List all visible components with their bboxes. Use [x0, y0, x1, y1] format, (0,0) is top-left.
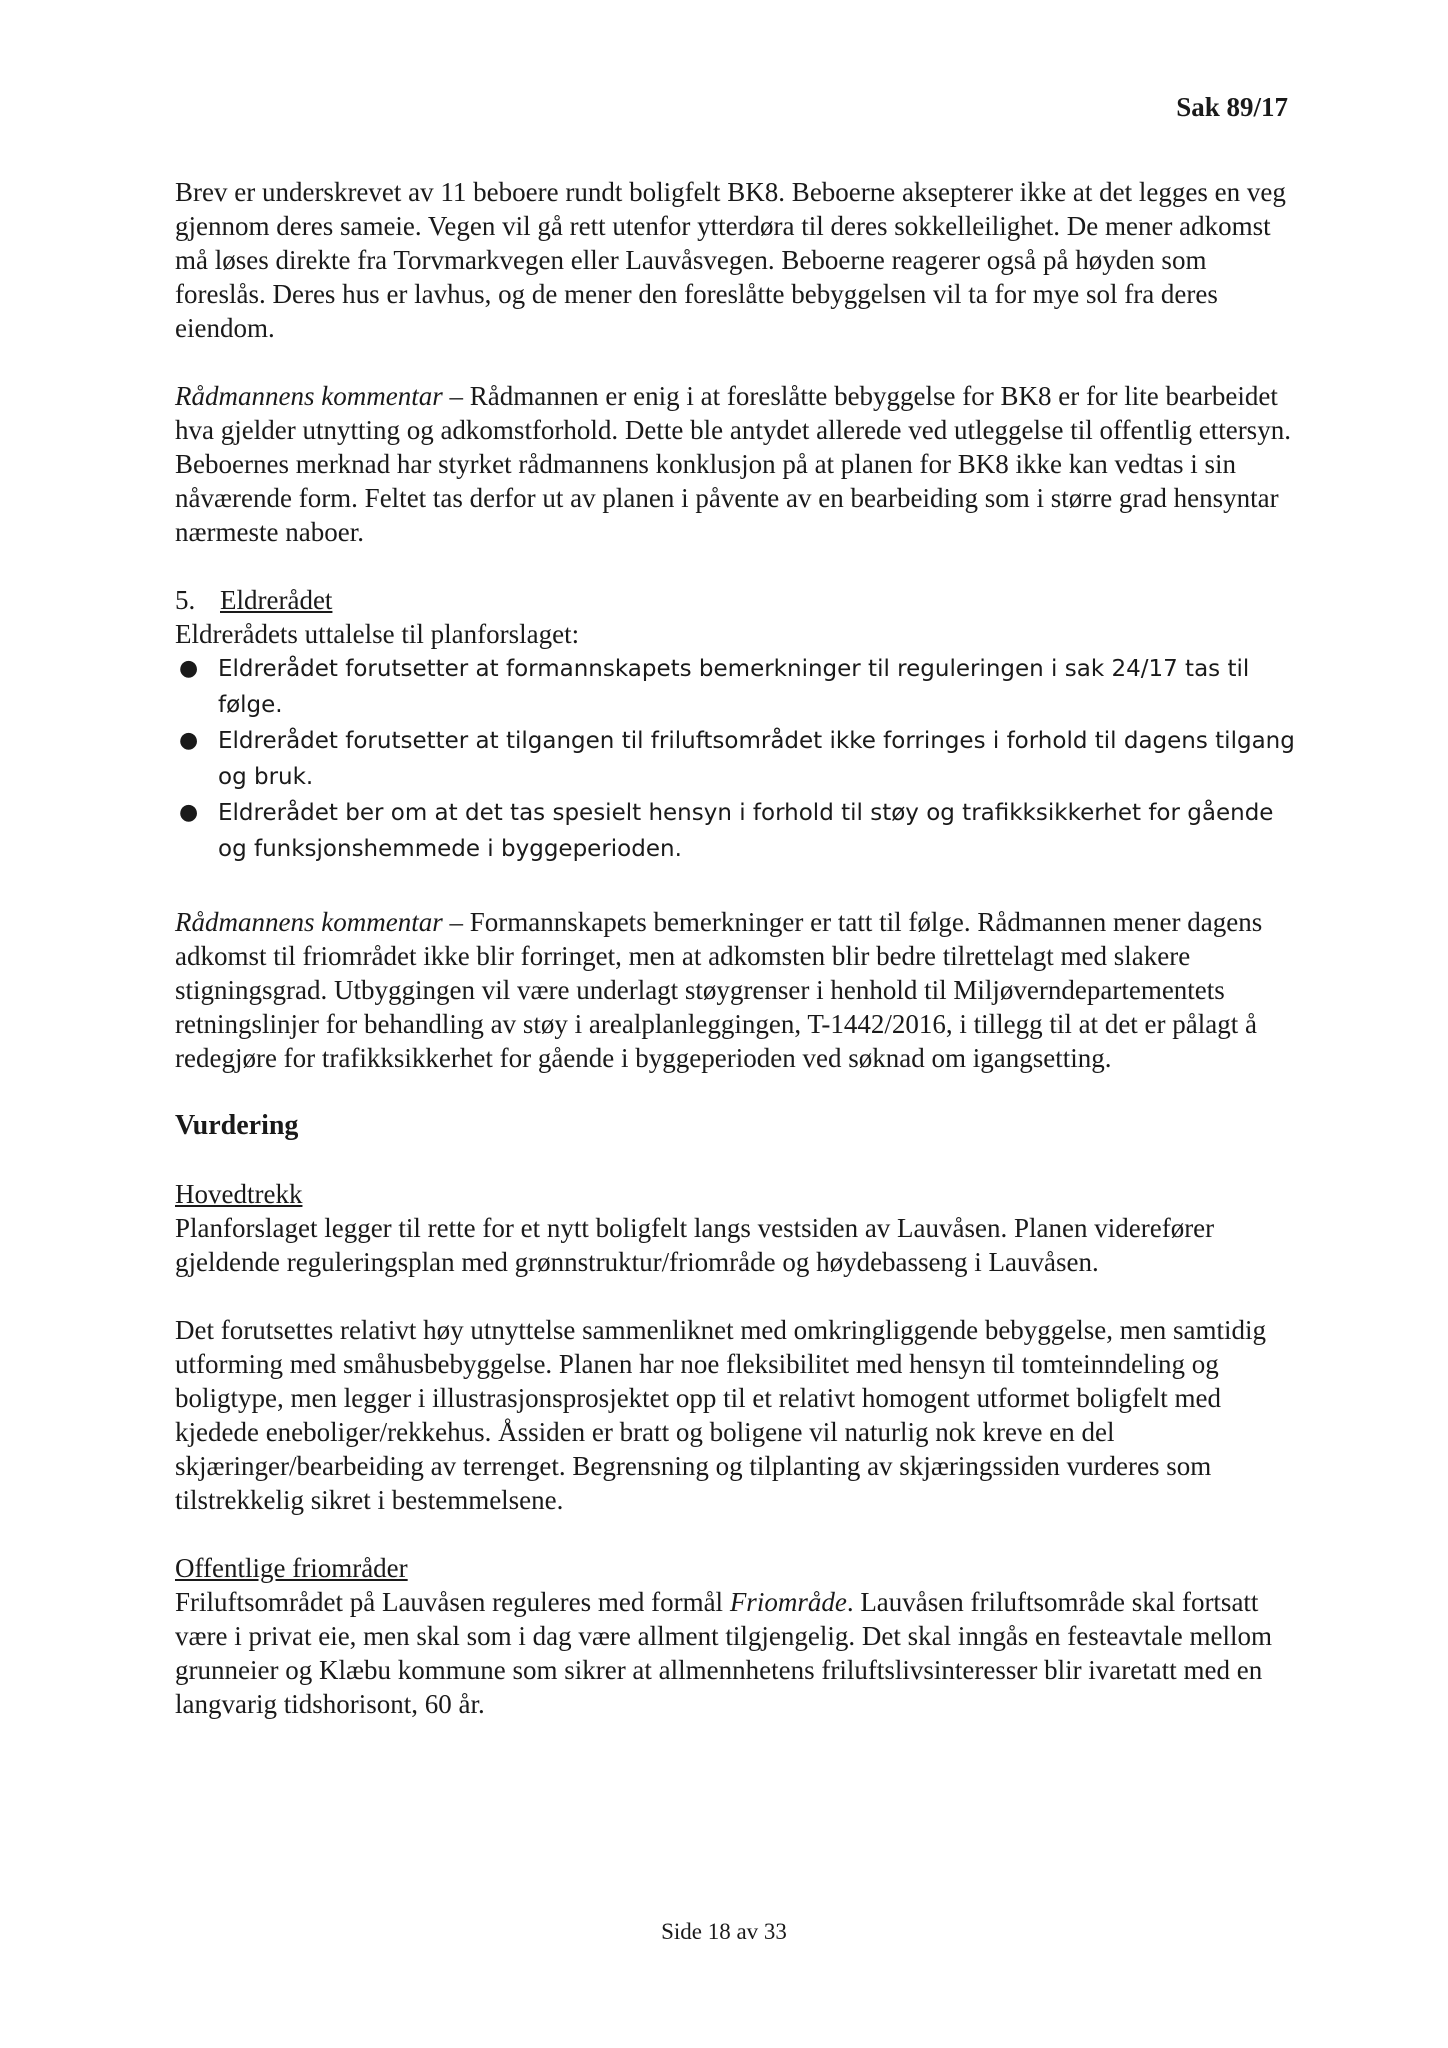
- comment-text: – Rådmannen er enig i at foreslåtte bebyggelse for BK8 er for lite bearbeidet hva gjelder utnytting og adkomstforhold. Dette ble antydet allerede ved utleggelse til offentlig ettersyn. Beboernes merknad har styrket rådmannens konklusjon på at planen for BK8 ikke kan vedtas i sin nåværende form. Feltet tas derfor ut av planen i påvente av en bearbeiding som i større grad hensyntar nærmeste naboer.: [175, 381, 1291, 547]
- section-5-intro: Eldrerådets uttalelse til planforslaget:: [175, 619, 580, 649]
- elder-council-bullets: [175, 651, 1295, 867]
- section-5-heading: [175, 583, 1295, 617]
- subheading-hovedtrekk: Hovedtrekk: [175, 1179, 303, 1209]
- bullet-icon: ●: [179, 656, 199, 681]
- section-title: Eldrerådet: [220, 585, 333, 615]
- friomrader-paragraph: Friluftsområdet på Lauvåsen reguleres med formål Friområde. Lauvåsen friluftsområde skal fortsatt være i privat eie, men skal som i dag være allment tilgjengelig. Det skal inngås en festeavtale mellom grunneier og Klæbu kommune som sikrer at allmennhetens friluftslivsinteresser blir ivaretatt med en langvarig tidshorisont, 60 år.: [175, 1587, 1272, 1719]
- council-comment-bk8: [175, 379, 1295, 549]
- residents-letter-paragraph: Brev er underskrevet av 11 beboere rundt boligfelt BK8. Beboerne aksepterer ikke at det legges en veg gjennom deres sameie. Vegen vil gå rett utenfor ytterdøra til deres sokkelleilighet. De mener adkomst må løses direkte fra Torvmarkvegen eller Lauvåsvegen. Beboerne reagerer også på høyden som foreslås. Deres hus er lavhus, og de mener den foreslåtte bebyggelsen vil ta for mye sol fra deres eiendom.: [175, 177, 1286, 343]
- page-number: Side 18 av 33: [661, 1919, 787, 1944]
- subheading-friomrader: Offentlige friområder: [175, 1553, 408, 1583]
- utnyttelse-paragraph: Det forutsettes relativt høy utnyttelse sammenliknet med omkringliggende bebyggelse, men samtidig utforming med småhusbebyggelse. Planen har noe fleksibilitet med hensyn til tomteinndeling og boligtype, men legger i illustrasjonsprosjektet opp til et relativt homogent utformet boligfelt med kjedede eneboliger/rekkehus. Åssiden er bratt og boligene vil naturlig nok kreve en del skjæringer/bearbeiding av terrenget. Begrensning og tilplanting av skjæringssiden vurderes som tilstrekkelig sikret i bestemmelsene.: [175, 1315, 1267, 1515]
- case-number: Sak 89/17: [1176, 92, 1288, 122]
- list-item: ● Eldrerådet forutsetter at tilgangen til friluftsområdet ikke forringes i forhold til dagens tilgang og bruk.: [175, 723, 1295, 795]
- hovedtrekk-paragraph: Planforslaget legger til rette for et nytt boligfelt langs vestsiden av Lauvåsen. Planen viderefører gjeldende reguleringsplan med grønnstruktur/friområde og høydebasseng i Lauvåsen.: [175, 1213, 1215, 1277]
- list-item: ● Eldrerådet ber om at det tas spesielt hensyn i forhold til støy og trafikksikkerhet for gående og funksjonshemmede i byggeperioden.: [175, 795, 1295, 867]
- council-comment-elder: [175, 905, 1295, 1075]
- list-item: ● Eldrerådet forutsetter at formannskapets bemerkninger til reguleringen i sak 24/17 tas til følge.: [175, 651, 1295, 723]
- comment-label: Rådmannens kommentar: [175, 381, 443, 411]
- comment-text: – Formannskapets bemerkninger er tatt til følge. Rådmannen mener dagens adkomst til friområdet ikke blir forringet, men at adkomsten blir bedre tilrettelagt med slakere stigningsgrad. Utbyggingen vil være underlagt støygrenser i henhold til Miljøverndepartementets retningslinjer for behandling av støy i arealplanleggingen, T-1442/2016, i tillegg til at det er pålagt å redegjøre for trafikksikkerhet for gående i byggeperioden ved søknad om igangsetting.: [175, 907, 1263, 1073]
- comment-label: Rådmannens kommentar: [175, 907, 443, 937]
- bullet-icon: ●: [179, 800, 199, 825]
- section-number: 5.: [175, 585, 196, 615]
- bullet-icon: ●: [179, 728, 199, 753]
- heading-vurdering: Vurdering: [175, 1110, 299, 1141]
- document-body: [175, 175, 1295, 1721]
